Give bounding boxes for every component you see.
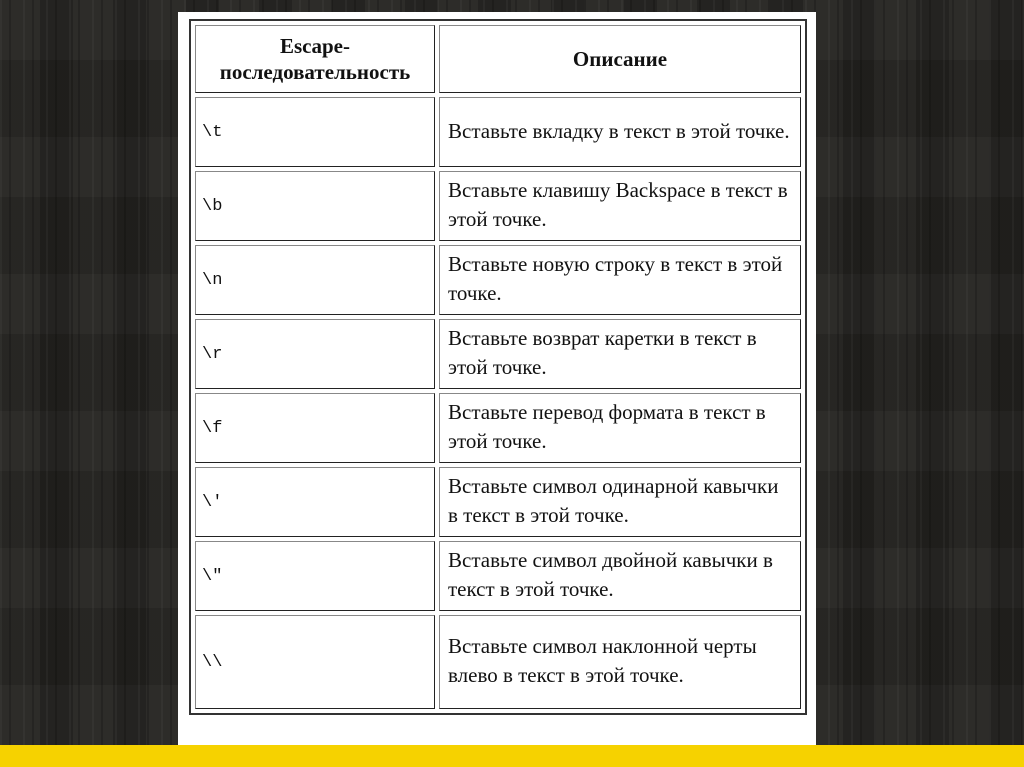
sequence-cell: \' <box>195 467 435 537</box>
sequence-cell: \r <box>195 319 435 389</box>
header-description: Описание <box>439 25 801 93</box>
description-cell: Вставьте клавишу Backspace в текст в этой точке. <box>439 171 801 241</box>
sequence-cell: \n <box>195 245 435 315</box>
sequence-cell: \b <box>195 171 435 241</box>
table-header-row <box>195 25 801 93</box>
description-cell: Вставьте перевод формата в текст в этой точке. <box>439 393 801 463</box>
description-cell: Вставьте символ наклонной черты влево в текст в этой точке. <box>439 615 801 709</box>
description-cell: Вставьте новую строку в текст в этой точке. <box>439 245 801 315</box>
table-row <box>195 393 801 463</box>
table-row <box>195 541 801 611</box>
sequence-cell: \f <box>195 393 435 463</box>
description-cell: Вставьте возврат каретки в текст в этой точке. <box>439 319 801 389</box>
header-sequence: Escape-последовательность <box>195 25 435 93</box>
table-row <box>195 615 801 709</box>
table-row <box>195 319 801 389</box>
table-row <box>195 171 801 241</box>
sequence-cell: \" <box>195 541 435 611</box>
sequence-cell: \t <box>195 97 435 167</box>
accent-bar <box>0 745 1024 767</box>
table-row <box>195 467 801 537</box>
description-cell: Вставьте символ двойной кавычки в текст в этой точке. <box>439 541 801 611</box>
table-row <box>195 245 801 315</box>
description-cell: Вставьте символ одинарной кавычки в текст в этой точке. <box>439 467 801 537</box>
description-cell: Вставьте вкладку в текст в этой точке. <box>439 97 801 167</box>
escape-sequence-table <box>189 19 807 715</box>
sequence-cell: \\ <box>195 615 435 709</box>
table-row <box>195 97 801 167</box>
